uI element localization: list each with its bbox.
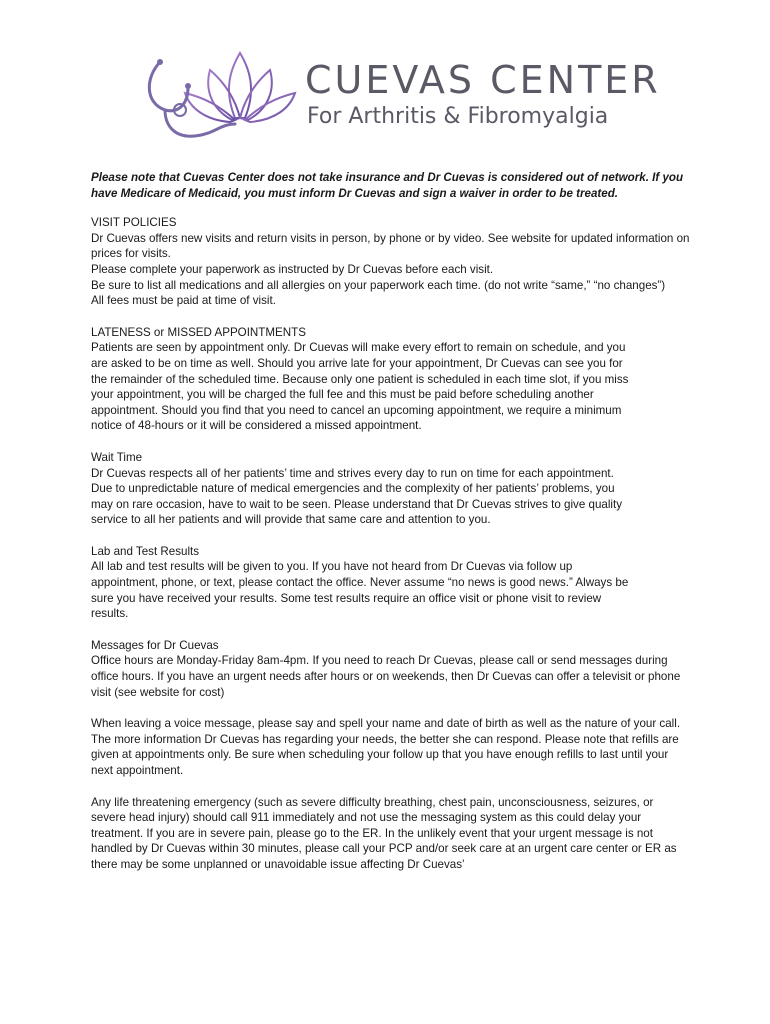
logo-subtitle: For Arthritis & Fibromyalgia — [307, 104, 609, 129]
section-line: Be sure to list all medications and all allergies on your paperwork each time. (do not write “same,” “no changes”) — [91, 278, 666, 292]
section-line: All fees must be paid at time of visit. — [91, 294, 276, 308]
logo-title: CUEVAS CENTER — [305, 58, 661, 102]
section-emergency — [91, 795, 691, 873]
section-visit-policies — [91, 215, 691, 309]
section-line: Office hours are Monday-Friday 8am-4pm. If you need to reach Dr Cuevas, please call or send messages during office hours. If you have an urgent needs after hours or on weekends, then Dr Cuevas can offer a televisit or phone visit (see website for cost) — [91, 654, 681, 699]
section-lateness — [91, 325, 691, 434]
section-heading: Messages for Dr Cuevas — [91, 638, 219, 652]
clinic-logo — [140, 48, 661, 148]
section-lab-results — [91, 544, 691, 622]
section-line: Please complete your paperwork as instructed by Dr Cuevas before each visit. — [91, 262, 494, 276]
section-heading: LATENESS or MISSED APPOINTMENTS — [91, 325, 306, 339]
insurance-notice: Please note that Cuevas Center does not take insurance and Dr Cuevas is considered out of network. If you have Medicare of Medicaid, you must inform Dr Cuevas and sign a waiver in order to be treated. — [91, 171, 684, 200]
section-wait-time — [91, 450, 691, 528]
stethoscope-lotus-icon — [140, 48, 305, 148]
section-line: Any life threatening emergency (such as severe difficulty breathing, chest pain, unconsciousness, seizures, or severe head injury) should call 911 immediately and not use the messaging system as this could delay your treatment. If you are in severe pain, please go to the ER. In the unlikely event that your urgent message is not handled by Dr Cuevas within 30 minutes, please call your PCP and/or seek care at an urgent care center or ER as there may be some unplanned or unavoidable issue affecting Dr Cuevas’ — [91, 795, 677, 871]
section-line: All lab and test results will be given to you. If you have not heard from Dr Cuevas via follow up appointment, phone, or text, please contact the office. Never assume “no news is good news.” Always be sure you have received your results. Some test results require an office visit or phone visit to review results. — [91, 560, 629, 621]
policy-document — [91, 170, 691, 889]
section-messages — [91, 638, 691, 700]
section-heading: Wait Time — [91, 450, 143, 464]
section-heading: VISIT POLICIES — [91, 216, 177, 230]
section-line: Dr Cuevas offers new visits and return visits in person, by phone or by video. See website for updated information on prices for visits. — [91, 231, 690, 261]
section-line: Dr Cuevas respects all of her patients’ time and strives every day to run on time for each appointment. Due to unpredictable nature of medical emergencies and the complexity of her patients’ problems, you may on rare occasion, have to wait to be seen. Please understand that Dr Cuevas strives to give quality service to all her patients and will provide that same care and attention to you. — [91, 466, 623, 527]
section-voice-message — [91, 716, 691, 778]
section-line: When leaving a voice message, please say and spell your name and date of birth as well as the nature of your call. The more information Dr Cuevas has regarding your needs, the better she can respond. Please note that refills are given at appointments only. Be sure when scheduling your follow up that you have enough refills to last until your next appointment. — [91, 717, 681, 777]
section-heading: Lab and Test Results — [91, 544, 200, 558]
section-line: Patients are seen by appointment only. Dr Cuevas will make every effort to remain on schedule, and you are asked to be on time as well. Should you arrive late for your appointment, Dr Cuevas can see you for the remainder of the scheduled time. Because only one patient is scheduled in each time slot, if you miss your appointment, you will be charged the full fee and this must be paid before scheduling another appointment. Should you find that you need to cancel an upcoming appointment, we require a minimum notice of 48-hours or it will be considered a missed appointment. — [91, 341, 629, 433]
